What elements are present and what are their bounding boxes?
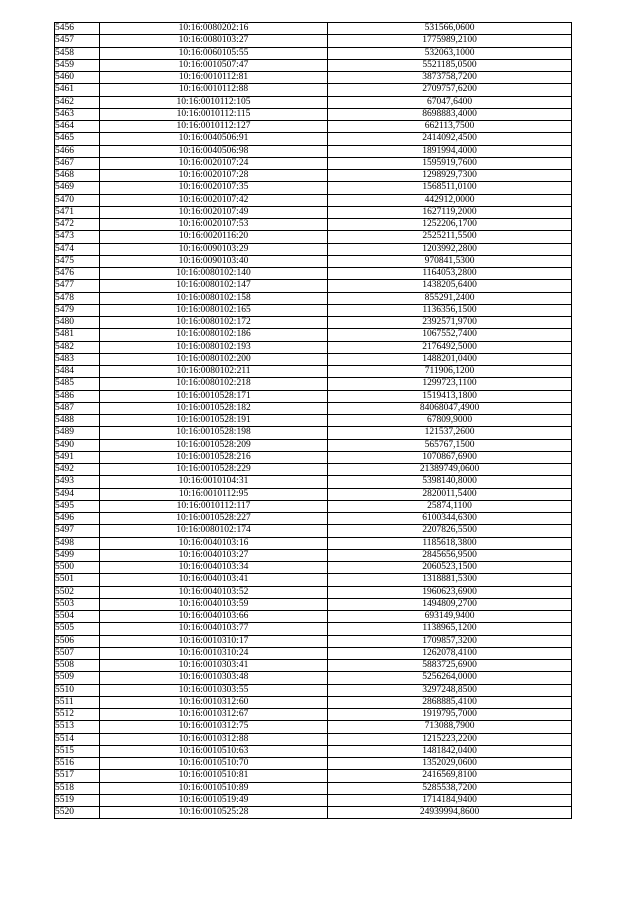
value-cell: 442912,0000	[328, 194, 572, 206]
table-row	[55, 243, 572, 255]
row-number-cell: 5518	[55, 782, 100, 794]
cadastral-number-cell: 10:16:0010510:63	[100, 745, 328, 757]
table-row	[55, 427, 572, 439]
row-number-cell: 5484	[55, 366, 100, 378]
table-row	[55, 329, 572, 341]
value-cell: 2392571,9700	[328, 317, 572, 329]
cadastral-number-cell: 10:16:0060105:55	[100, 47, 328, 59]
row-number-cell: 5492	[55, 464, 100, 476]
row-number-cell: 5473	[55, 231, 100, 243]
row-number-cell: 5512	[55, 709, 100, 721]
cadastral-number-cell: 10:16:0010303:55	[100, 684, 328, 696]
table-row	[55, 574, 572, 586]
cadastral-number-cell: 10:16:0010303:41	[100, 660, 328, 672]
table-row	[55, 170, 572, 182]
row-number-cell: 5487	[55, 402, 100, 414]
value-cell: 3873758,7200	[328, 72, 572, 84]
row-number-cell: 5490	[55, 439, 100, 451]
value-cell: 2207826,5500	[328, 525, 572, 537]
value-cell: 1070867,6900	[328, 451, 572, 463]
row-number-cell: 5482	[55, 341, 100, 353]
table-row	[55, 611, 572, 623]
cadastral-number-cell: 10:16:0010112:81	[100, 72, 328, 84]
value-cell: 1352029,0600	[328, 758, 572, 770]
cadastral-number-cell: 10:16:0010112:95	[100, 488, 328, 500]
value-cell: 2868885,4100	[328, 696, 572, 708]
cadastral-number-cell: 10:16:0040103:27	[100, 549, 328, 561]
value-cell: 1203992,2800	[328, 243, 572, 255]
cadastral-number-cell: 10:16:0010528:209	[100, 439, 328, 451]
row-number-cell: 5505	[55, 623, 100, 635]
table-row	[55, 684, 572, 696]
cadastral-number-cell: 10:16:0010303:48	[100, 672, 328, 684]
row-number-cell: 5469	[55, 182, 100, 194]
cadastral-number-cell: 10:16:0010528:198	[100, 427, 328, 439]
row-number-cell: 5486	[55, 390, 100, 402]
row-number-cell: 5494	[55, 488, 100, 500]
cadastral-number-cell: 10:16:0020107:49	[100, 206, 328, 218]
value-cell: 5883725,6900	[328, 660, 572, 672]
table-row	[55, 696, 572, 708]
value-cell: 532063,1000	[328, 47, 572, 59]
cadastral-number-cell: 10:16:0040506:91	[100, 133, 328, 145]
cadastral-number-cell: 10:16:0080102:174	[100, 525, 328, 537]
cadastral-number-cell: 10:16:0010104:31	[100, 476, 328, 488]
cadastral-number-cell: 10:16:0010312:60	[100, 696, 328, 708]
table-row	[55, 219, 572, 231]
row-number-cell: 5474	[55, 243, 100, 255]
cadastral-number-cell: 10:16:0090103:29	[100, 243, 328, 255]
value-cell: 1488201,0400	[328, 353, 572, 365]
table-row	[55, 378, 572, 390]
table-row	[55, 562, 572, 574]
table-row	[55, 59, 572, 71]
row-number-cell: 5520	[55, 807, 100, 819]
cadastral-number-cell: 10:16:0040103:41	[100, 574, 328, 586]
value-cell: 1067552,7400	[328, 329, 572, 341]
cadastral-number-cell: 10:16:0090103:40	[100, 255, 328, 267]
value-cell: 565767,1500	[328, 439, 572, 451]
row-number-cell: 5510	[55, 684, 100, 696]
row-number-cell: 5513	[55, 721, 100, 733]
value-cell: 1519413,1800	[328, 390, 572, 402]
table-row	[55, 476, 572, 488]
row-number-cell: 5470	[55, 194, 100, 206]
row-number-cell: 5463	[55, 108, 100, 120]
value-cell: 2525211,5500	[328, 231, 572, 243]
row-number-cell: 5499	[55, 549, 100, 561]
cadastral-number-cell: 10:16:0040103:16	[100, 537, 328, 549]
table-row	[55, 23, 572, 35]
value-cell: 67809,9000	[328, 415, 572, 427]
cadastral-number-cell: 10:16:0010312:88	[100, 733, 328, 745]
value-cell: 8698883,4000	[328, 108, 572, 120]
value-cell: 25874,1100	[328, 500, 572, 512]
table-row	[55, 451, 572, 463]
value-cell: 1891994,4000	[328, 145, 572, 157]
cadastral-number-cell: 10:16:0080103:27	[100, 35, 328, 47]
row-number-cell: 5489	[55, 427, 100, 439]
cadastral-number-cell: 10:16:0040506:98	[100, 145, 328, 157]
row-number-cell: 5506	[55, 635, 100, 647]
table-row	[55, 133, 572, 145]
table-row	[55, 84, 572, 96]
table-row	[55, 464, 572, 476]
row-number-cell: 5465	[55, 133, 100, 145]
cadastral-number-cell: 10:16:0010510:89	[100, 782, 328, 794]
table-row	[55, 157, 572, 169]
cadastral-number-cell: 10:16:0040103:66	[100, 611, 328, 623]
table-row	[55, 366, 572, 378]
cadastral-number-cell: 10:16:0040103:52	[100, 586, 328, 598]
table-row	[55, 733, 572, 745]
value-cell: 1438205,6400	[328, 280, 572, 292]
row-number-cell: 5485	[55, 378, 100, 390]
cadastral-number-cell: 10:16:0080102:218	[100, 378, 328, 390]
row-number-cell: 5475	[55, 255, 100, 267]
cadastral-number-cell: 10:16:0010312:75	[100, 721, 328, 733]
cadastral-number-cell: 10:16:0010528:227	[100, 513, 328, 525]
row-number-cell: 5468	[55, 170, 100, 182]
value-cell: 121537,2600	[328, 427, 572, 439]
cadastral-number-cell: 10:16:0020107:35	[100, 182, 328, 194]
cadastral-number-cell: 10:16:0080102:200	[100, 353, 328, 365]
table-row	[55, 194, 572, 206]
table-row	[55, 353, 572, 365]
table-row	[55, 537, 572, 549]
row-number-cell: 5480	[55, 317, 100, 329]
table-row	[55, 794, 572, 806]
value-cell: 3297248,8500	[328, 684, 572, 696]
row-number-cell: 5503	[55, 598, 100, 610]
row-number-cell: 5509	[55, 672, 100, 684]
value-cell: 1252206,1700	[328, 219, 572, 231]
value-cell: 1298929,7300	[328, 170, 572, 182]
table-row	[55, 35, 572, 47]
row-number-cell: 5476	[55, 268, 100, 280]
cadastral-number-cell: 10:16:0080102:172	[100, 317, 328, 329]
value-cell: 662113,7500	[328, 121, 572, 133]
cadastral-number-cell: 10:16:0010510:81	[100, 770, 328, 782]
cadastral-number-cell: 10:16:0080102:193	[100, 341, 328, 353]
cadastral-number-cell: 10:16:0080102:211	[100, 366, 328, 378]
value-cell: 1919795,7000	[328, 709, 572, 721]
row-number-cell: 5464	[55, 121, 100, 133]
value-cell: 2416569,8100	[328, 770, 572, 782]
cadastral-number-cell: 10:16:0010112:88	[100, 84, 328, 96]
row-number-cell: 5477	[55, 280, 100, 292]
cadastral-number-cell: 10:16:0020116:20	[100, 231, 328, 243]
table-row	[55, 255, 572, 267]
value-cell: 1185618,3800	[328, 537, 572, 549]
cadastral-number-cell: 10:16:0010528:182	[100, 402, 328, 414]
table-row	[55, 341, 572, 353]
row-number-cell: 5478	[55, 292, 100, 304]
cadastral-number-cell: 10:16:0080102:165	[100, 304, 328, 316]
table-row	[55, 47, 572, 59]
row-number-cell: 5495	[55, 500, 100, 512]
row-number-cell: 5496	[55, 513, 100, 525]
row-number-cell: 5491	[55, 451, 100, 463]
table-row	[55, 121, 572, 133]
table-row	[55, 660, 572, 672]
cadastral-number-cell: 10:16:0040103:77	[100, 623, 328, 635]
table-row	[55, 280, 572, 292]
cadastral-number-cell: 10:16:0020107:28	[100, 170, 328, 182]
table-row	[55, 525, 572, 537]
table-row	[55, 108, 572, 120]
value-cell: 2176492,5000	[328, 341, 572, 353]
value-cell: 1318881,5300	[328, 574, 572, 586]
table-body	[55, 23, 572, 819]
value-cell: 5256264,0000	[328, 672, 572, 684]
value-cell: 2845656,9500	[328, 549, 572, 561]
row-number-cell: 5479	[55, 304, 100, 316]
row-number-cell: 5507	[55, 647, 100, 659]
table-row	[55, 390, 572, 402]
row-number-cell: 5497	[55, 525, 100, 537]
cadastral-number-cell: 10:16:0080102:147	[100, 280, 328, 292]
value-cell: 711906,1200	[328, 366, 572, 378]
table-row	[55, 72, 572, 84]
cadastral-number-cell: 10:16:0010528:216	[100, 451, 328, 463]
cadastral-number-cell: 10:16:0020107:53	[100, 219, 328, 231]
value-cell: 5398140,8000	[328, 476, 572, 488]
table-row	[55, 439, 572, 451]
value-cell: 1481842,0400	[328, 745, 572, 757]
table-row	[55, 231, 572, 243]
value-cell: 2820011,5400	[328, 488, 572, 500]
row-number-cell: 5457	[55, 35, 100, 47]
row-number-cell: 5498	[55, 537, 100, 549]
table-row	[55, 647, 572, 659]
value-cell: 6100344,6300	[328, 513, 572, 525]
cadastral-number-cell: 10:16:0080102:140	[100, 268, 328, 280]
value-cell: 1960623,6900	[328, 586, 572, 598]
table-row	[55, 317, 572, 329]
table-row	[55, 145, 572, 157]
table-row	[55, 513, 572, 525]
value-cell: 693149,9400	[328, 611, 572, 623]
table-row	[55, 415, 572, 427]
table-row	[55, 96, 572, 108]
table-row	[55, 549, 572, 561]
table-row	[55, 206, 572, 218]
table-row	[55, 635, 572, 647]
table-row	[55, 268, 572, 280]
table-row	[55, 402, 572, 414]
value-cell: 713088,7900	[328, 721, 572, 733]
row-number-cell: 5458	[55, 47, 100, 59]
row-number-cell: 5504	[55, 611, 100, 623]
value-cell: 5521185,0500	[328, 59, 572, 71]
value-cell: 2709757,6200	[328, 84, 572, 96]
cadastral-number-cell: 10:16:0010112:105	[100, 96, 328, 108]
cadastral-number-cell: 10:16:0010112:115	[100, 108, 328, 120]
table-row	[55, 500, 572, 512]
value-cell: 1595919,7600	[328, 157, 572, 169]
row-number-cell: 5460	[55, 72, 100, 84]
table-row	[55, 598, 572, 610]
cadastral-number-cell: 10:16:0010112:117	[100, 500, 328, 512]
cadastral-number-cell: 10:16:0080102:186	[100, 329, 328, 341]
table-row	[55, 745, 572, 757]
cadastral-number-cell: 10:16:0040103:59	[100, 598, 328, 610]
value-cell: 1775989,2100	[328, 35, 572, 47]
cadastral-value-table	[54, 22, 572, 819]
row-number-cell: 5462	[55, 96, 100, 108]
table-row	[55, 672, 572, 684]
table-row	[55, 758, 572, 770]
value-cell: 970841,5300	[328, 255, 572, 267]
value-cell: 1262078,4100	[328, 647, 572, 659]
row-number-cell: 5472	[55, 219, 100, 231]
value-cell: 1627119,2000	[328, 206, 572, 218]
row-number-cell: 5508	[55, 660, 100, 672]
value-cell: 67047,6400	[328, 96, 572, 108]
value-cell: 1164053,2800	[328, 268, 572, 280]
table-row	[55, 709, 572, 721]
row-number-cell: 5471	[55, 206, 100, 218]
row-number-cell: 5461	[55, 84, 100, 96]
row-number-cell: 5459	[55, 59, 100, 71]
value-cell: 1568511,0100	[328, 182, 572, 194]
value-cell: 24939994,8600	[328, 807, 572, 819]
row-number-cell: 5511	[55, 696, 100, 708]
cadastral-number-cell: 10:16:0010528:191	[100, 415, 328, 427]
cadastral-number-cell: 10:16:0010510:70	[100, 758, 328, 770]
table-row	[55, 721, 572, 733]
value-cell: 21389749,0600	[328, 464, 572, 476]
table-row	[55, 488, 572, 500]
cadastral-number-cell: 10:16:0010310:17	[100, 635, 328, 647]
cadastral-number-cell: 10:16:0010507:47	[100, 59, 328, 71]
value-cell: 1215223,2200	[328, 733, 572, 745]
cadastral-number-cell: 10:16:0040103:34	[100, 562, 328, 574]
row-number-cell: 5481	[55, 329, 100, 341]
table-row	[55, 623, 572, 635]
cadastral-number-cell: 10:16:0010312:67	[100, 709, 328, 721]
cadastral-number-cell: 10:16:0010528:171	[100, 390, 328, 402]
table-row	[55, 770, 572, 782]
cadastral-number-cell: 10:16:0010528:229	[100, 464, 328, 476]
table-row	[55, 807, 572, 819]
cadastral-number-cell: 10:16:0010310:24	[100, 647, 328, 659]
cadastral-number-cell: 10:16:0020107:42	[100, 194, 328, 206]
row-number-cell: 5516	[55, 758, 100, 770]
row-number-cell: 5488	[55, 415, 100, 427]
cadastral-number-cell: 10:16:0010525:28	[100, 807, 328, 819]
row-number-cell: 5502	[55, 586, 100, 598]
row-number-cell: 5501	[55, 574, 100, 586]
cadastral-number-cell: 10:16:0020107:24	[100, 157, 328, 169]
value-cell: 1709857,3200	[328, 635, 572, 647]
table-row	[55, 292, 572, 304]
row-number-cell: 5519	[55, 794, 100, 806]
table-row	[55, 182, 572, 194]
row-number-cell: 5493	[55, 476, 100, 488]
row-number-cell: 5456	[55, 23, 100, 35]
value-cell: 2060523,1500	[328, 562, 572, 574]
table-row	[55, 304, 572, 316]
value-cell: 1494809,2700	[328, 598, 572, 610]
row-number-cell: 5500	[55, 562, 100, 574]
value-cell: 5285538,7200	[328, 782, 572, 794]
row-number-cell: 5514	[55, 733, 100, 745]
value-cell: 1136356,1500	[328, 304, 572, 316]
value-cell: 1299723,1100	[328, 378, 572, 390]
row-number-cell: 5467	[55, 157, 100, 169]
cadastral-number-cell: 10:16:0080102:158	[100, 292, 328, 304]
table-row	[55, 586, 572, 598]
value-cell: 855291,2400	[328, 292, 572, 304]
value-cell: 2414092,4500	[328, 133, 572, 145]
value-cell: 84068047,4900	[328, 402, 572, 414]
table-row	[55, 782, 572, 794]
cadastral-number-cell: 10:16:0010112:127	[100, 121, 328, 133]
row-number-cell: 5515	[55, 745, 100, 757]
row-number-cell: 5483	[55, 353, 100, 365]
cadastral-number-cell: 10:16:0010519:49	[100, 794, 328, 806]
value-cell: 531566,0600	[328, 23, 572, 35]
row-number-cell: 5466	[55, 145, 100, 157]
value-cell: 1138965,1200	[328, 623, 572, 635]
cadastral-number-cell: 10:16:0080202:16	[100, 23, 328, 35]
value-cell: 1714184,9400	[328, 794, 572, 806]
row-number-cell: 5517	[55, 770, 100, 782]
